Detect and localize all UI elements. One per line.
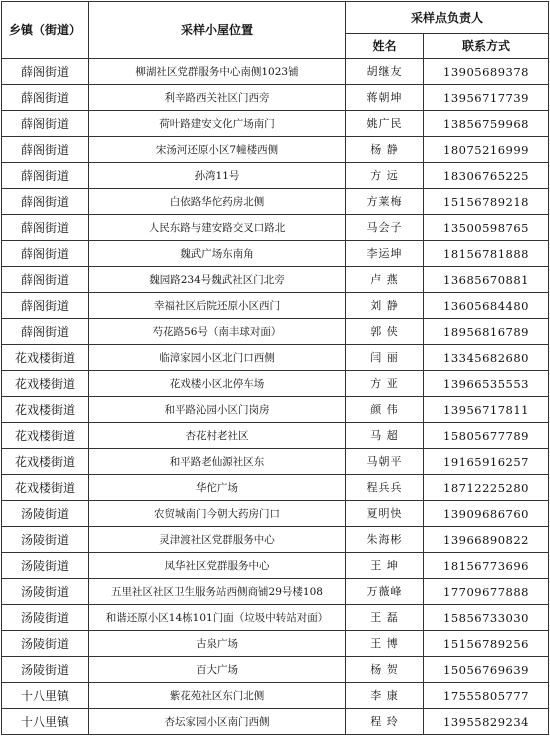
location-cell: 紫花苑社区东门北侧 <box>89 683 346 709</box>
location-cell: 柳湖社区党群服务中心南侧1023铺 <box>89 59 346 85</box>
location-cell: 华佗广场 <box>89 475 346 501</box>
table-row <box>2 553 549 579</box>
name-cell: 杨 静 <box>346 137 424 163</box>
name-cell: 闫 丽 <box>346 345 424 371</box>
town-cell: 花戏楼街道 <box>2 475 89 501</box>
town-cell: 薛阁街道 <box>2 293 89 319</box>
table-row <box>2 267 549 293</box>
name-cell: 王 坤 <box>346 553 424 579</box>
town-cell: 十八里镇 <box>2 683 89 709</box>
table-row <box>2 293 549 319</box>
town-cell: 薛阁街道 <box>2 241 89 267</box>
table-row <box>2 241 549 267</box>
town-cell: 汤陵街道 <box>2 501 89 527</box>
name-cell: 马会子 <box>346 215 424 241</box>
table-row <box>2 59 549 85</box>
town-cell: 十八里镇 <box>2 709 89 735</box>
phone-cell: 15856733030 <box>424 605 549 631</box>
phone-cell: 18075216999 <box>424 137 549 163</box>
location-cell: 荷叶路建安文化广场南门 <box>89 111 346 137</box>
phone-cell: 15805677789 <box>424 423 549 449</box>
town-cell: 薛阁街道 <box>2 215 89 241</box>
location-cell: 利辛路西关社区门西旁 <box>89 85 346 111</box>
town-cell: 花戏楼街道 <box>2 449 89 475</box>
phone-cell: 18306765225 <box>424 163 549 189</box>
town-cell: 花戏楼街道 <box>2 423 89 449</box>
location-cell: 白依路华佗药房北侧 <box>89 189 346 215</box>
table-row <box>2 163 549 189</box>
town-cell: 汤陵街道 <box>2 657 89 683</box>
name-cell: 程 玲 <box>346 709 424 735</box>
phone-cell: 15156789256 <box>424 631 549 657</box>
town-cell: 汤陵街道 <box>2 553 89 579</box>
name-cell: 杨 贺 <box>346 657 424 683</box>
phone-cell: 13905689378 <box>424 59 549 85</box>
table-row <box>2 189 549 215</box>
phone-cell: 13966535553 <box>424 371 549 397</box>
phone-cell: 13956717739 <box>424 85 549 111</box>
name-cell: 马朝平 <box>346 449 424 475</box>
location-cell: 古泉广场 <box>89 631 346 657</box>
table-row <box>2 137 549 163</box>
phone-cell: 13345682680 <box>424 345 549 371</box>
town-cell: 汤陵街道 <box>2 631 89 657</box>
town-cell: 花戏楼街道 <box>2 371 89 397</box>
town-cell: 薛阁街道 <box>2 137 89 163</box>
table-row <box>2 371 549 397</box>
location-cell: 宋汤河还原小区7幢楼西侧 <box>89 137 346 163</box>
header-name: 姓名 <box>346 34 424 59</box>
name-cell: 李运坤 <box>346 241 424 267</box>
name-cell: 颜 伟 <box>346 397 424 423</box>
header-town: 乡镇（街道） <box>2 2 89 59</box>
town-cell: 薛阁街道 <box>2 59 89 85</box>
phone-cell: 17555805777 <box>424 683 549 709</box>
name-cell: 方莱梅 <box>346 189 424 215</box>
table-row <box>2 501 549 527</box>
town-cell: 薛阁街道 <box>2 163 89 189</box>
phone-cell: 13856759968 <box>424 111 549 137</box>
name-cell: 卢 燕 <box>346 267 424 293</box>
name-cell: 程兵兵 <box>346 475 424 501</box>
location-cell: 花戏楼小区北停车场 <box>89 371 346 397</box>
table-row <box>2 215 549 241</box>
location-cell: 灵津渡社区党群服务中心 <box>89 527 346 553</box>
location-cell: 农贸城南门今朝大药房门口 <box>89 501 346 527</box>
location-cell: 魏园路234号魏武社区门北旁 <box>89 267 346 293</box>
table-body <box>2 59 549 735</box>
name-cell: 蒋朝坤 <box>346 85 424 111</box>
location-cell: 幸福社区后院还原小区西门 <box>89 293 346 319</box>
phone-cell: 13956717811 <box>424 397 549 423</box>
name-cell: 朱海彬 <box>346 527 424 553</box>
phone-cell: 18712225280 <box>424 475 549 501</box>
location-cell: 杏花村老社区 <box>89 423 346 449</box>
table-row <box>2 85 549 111</box>
name-cell: 方 亚 <box>346 371 424 397</box>
header-manager: 采样点负责人 <box>346 2 549 34</box>
phone-cell: 15056769639 <box>424 657 549 683</box>
town-cell: 薛阁街道 <box>2 111 89 137</box>
phone-cell: 18156773696 <box>424 553 549 579</box>
name-cell: 姚广民 <box>346 111 424 137</box>
name-cell: 马 超 <box>346 423 424 449</box>
name-cell: 刘 静 <box>346 293 424 319</box>
name-cell: 王 博 <box>346 631 424 657</box>
table-row <box>2 111 549 137</box>
sampling-points-table <box>1 1 549 735</box>
phone-cell: 13500598765 <box>424 215 549 241</box>
phone-cell: 18156781888 <box>424 241 549 267</box>
header-location: 采样小屋位置 <box>89 2 346 59</box>
location-cell: 五里社区社区卫生服务站西侧商铺29号楼108 <box>89 579 346 605</box>
location-cell: 和平路老仙源社区东 <box>89 449 346 475</box>
name-cell: 胡继友 <box>346 59 424 85</box>
location-cell: 临漳家园小区北门口西侧 <box>89 345 346 371</box>
table-row <box>2 683 549 709</box>
name-cell: 李 康 <box>346 683 424 709</box>
header-row <box>2 2 549 34</box>
phone-cell: 13966890822 <box>424 527 549 553</box>
table-row <box>2 423 549 449</box>
name-cell: 万薇峰 <box>346 579 424 605</box>
phone-cell: 13955829234 <box>424 709 549 735</box>
location-cell: 魏武广场东南角 <box>89 241 346 267</box>
table-row <box>2 319 549 345</box>
table-row <box>2 449 549 475</box>
location-cell: 人民东路与建安路交叉口路北 <box>89 215 346 241</box>
town-cell: 薛阁街道 <box>2 319 89 345</box>
name-cell: 王 磊 <box>346 605 424 631</box>
town-cell: 薛阁街道 <box>2 85 89 111</box>
table-row <box>2 579 549 605</box>
name-cell: 夏明快 <box>346 501 424 527</box>
phone-cell: 18956816789 <box>424 319 549 345</box>
location-cell: 孙湾11号 <box>89 163 346 189</box>
table-row <box>2 657 549 683</box>
location-cell: 百大广场 <box>89 657 346 683</box>
location-cell: 杏坛家园小区南门西侧 <box>89 709 346 735</box>
table-row <box>2 397 549 423</box>
table-row <box>2 345 549 371</box>
name-cell: 方 远 <box>346 163 424 189</box>
table-row <box>2 709 549 735</box>
town-cell: 花戏楼街道 <box>2 397 89 423</box>
phone-cell: 17709677888 <box>424 579 549 605</box>
location-cell: 芍花路56号（南丰球对面） <box>89 319 346 345</box>
table-row <box>2 631 549 657</box>
town-cell: 薛阁街道 <box>2 189 89 215</box>
location-cell: 和平路沁园小区门岗房 <box>89 397 346 423</box>
header-contact: 联系方式 <box>424 34 549 59</box>
phone-cell: 13685670881 <box>424 267 549 293</box>
location-cell: 凤华社区党群服务中心 <box>89 553 346 579</box>
phone-cell: 15156789218 <box>424 189 549 215</box>
name-cell: 郭 侠 <box>346 319 424 345</box>
table-row <box>2 605 549 631</box>
phone-cell: 13605684480 <box>424 293 549 319</box>
phone-cell: 19165916257 <box>424 449 549 475</box>
town-cell: 薛阁街道 <box>2 267 89 293</box>
location-cell: 和谐还原小区14栋101门面（垃圾中转站对面） <box>89 605 346 631</box>
town-cell: 花戏楼街道 <box>2 345 89 371</box>
town-cell: 汤陵街道 <box>2 527 89 553</box>
table-row <box>2 475 549 501</box>
town-cell: 汤陵街道 <box>2 605 89 631</box>
town-cell: 汤陵街道 <box>2 579 89 605</box>
phone-cell: 13909686760 <box>424 501 549 527</box>
table-row <box>2 527 549 553</box>
